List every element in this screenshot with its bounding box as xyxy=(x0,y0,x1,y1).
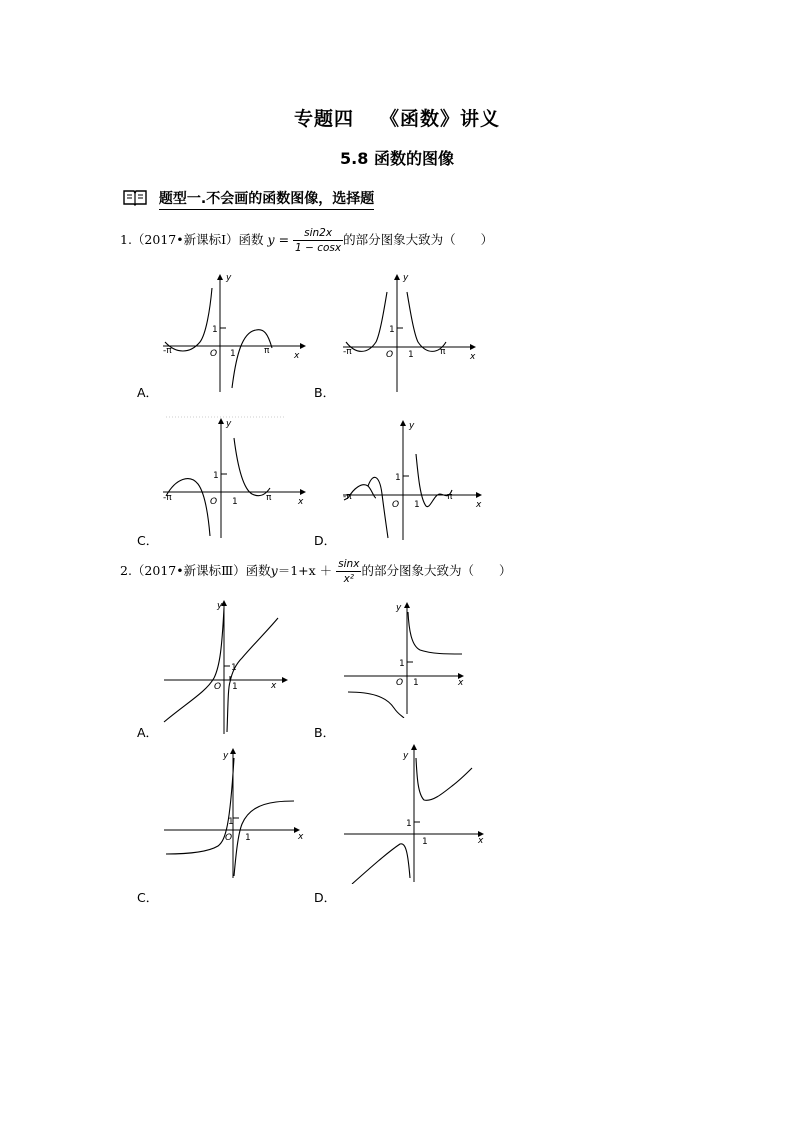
q2-denominator: x² xyxy=(336,571,361,586)
tick-pi-label: π xyxy=(447,492,453,502)
open-book-icon xyxy=(122,188,148,206)
q1-graph-c xyxy=(160,412,310,542)
q2-prefix: 2.（2017•新课标Ⅲ）函数 xyxy=(120,563,271,578)
tick-one-label: 1 xyxy=(413,678,419,688)
tick-one-label: 1 xyxy=(414,500,420,510)
axis-x-label: x xyxy=(271,681,277,691)
axis-x-label: x xyxy=(470,352,476,362)
q2-option-c[interactable]: C． xyxy=(137,890,159,905)
tick-pi-label: π xyxy=(266,493,272,503)
q2-graph-d xyxy=(340,744,490,884)
axis-x-label: x xyxy=(294,351,300,361)
q2-graph-c xyxy=(160,744,310,880)
axis-x-label: x xyxy=(298,497,304,507)
origin-label: O xyxy=(392,500,400,510)
tick-pi-label: π xyxy=(440,347,446,357)
q2-option-a[interactable]: A． xyxy=(137,725,159,740)
question-1 xyxy=(120,226,493,255)
document-subtitle: 5.8 函数的图像 xyxy=(340,149,454,168)
axis-x-label: x xyxy=(298,832,304,842)
q1-y: y xyxy=(267,232,275,247)
tick-one-label: 1 xyxy=(232,497,238,507)
tick-one-label: 1 xyxy=(230,349,236,359)
q1-option-d[interactable]: D． xyxy=(314,533,337,548)
tick-one-label: 1 xyxy=(422,837,428,847)
q2-expr: ＝1+x ＋ xyxy=(277,563,333,578)
axis-y-label: y xyxy=(217,601,223,611)
axis-y-label: y xyxy=(226,273,232,283)
q1-graph-a xyxy=(160,270,310,395)
q1-suffix: 的部分图象大致为（ ） xyxy=(343,232,494,247)
tick-pi-label: π xyxy=(264,346,270,356)
origin-label: O xyxy=(210,349,218,359)
tick-neg-pi-label: -π xyxy=(163,346,172,356)
title-part-2: 《函数》讲义 xyxy=(380,108,501,130)
q2-suffix: 的部分图象大致为（ ） xyxy=(361,563,512,578)
q1-option-b[interactable]: B． xyxy=(314,385,336,400)
question-2 xyxy=(120,557,511,586)
tick-one-label: 1 xyxy=(406,819,412,829)
tick-one-label: 1 xyxy=(232,682,238,692)
tick-one-label: 1 xyxy=(399,659,405,669)
origin-label: O xyxy=(214,682,222,692)
tick-neg-pi-label: -π xyxy=(343,492,352,502)
origin-label: O xyxy=(386,350,394,360)
q1-denominator: 1 − cosx xyxy=(295,242,342,254)
origin-label: O xyxy=(396,678,404,688)
q1-eq: = xyxy=(274,232,290,247)
q2-numerator: sinx xyxy=(338,558,360,570)
tick-neg-pi-label: -π xyxy=(163,493,172,503)
tick-one-label: 1 xyxy=(231,663,237,673)
axis-y-label: y xyxy=(396,603,402,613)
q2-option-d[interactable]: D． xyxy=(314,890,337,905)
tick-one-label: 1 xyxy=(389,325,395,335)
tick-one-label: 1 xyxy=(212,325,218,335)
q1-prefix: 1.（2017•新课标Ⅰ）函数 xyxy=(120,232,264,247)
q2-graph-a xyxy=(160,596,295,736)
document-title xyxy=(0,104,794,131)
q1-graph-b xyxy=(340,270,485,395)
q1-fraction xyxy=(293,226,343,255)
q1-graph-d xyxy=(340,414,485,542)
axis-y-label: y xyxy=(403,273,409,283)
q1-option-c[interactable]: C． xyxy=(137,533,159,548)
axis-x-label: x xyxy=(476,500,482,510)
q1-option-a[interactable]: A． xyxy=(137,385,159,400)
q2-graph-b xyxy=(340,596,470,718)
axis-x-label: x xyxy=(458,678,464,688)
axis-x-label: x xyxy=(478,836,484,846)
title-part-1: 专题四 xyxy=(293,108,354,130)
axis-y-label: y xyxy=(403,751,409,761)
tick-one-label: 1 xyxy=(228,817,234,827)
tick-one-label: 1 xyxy=(245,833,251,843)
tick-one-label: 1 xyxy=(408,350,414,360)
tick-one-label: 1 xyxy=(213,471,219,481)
axis-y-label: y xyxy=(226,419,232,429)
tick-neg-pi-label: -π xyxy=(343,347,352,357)
q1-numerator: sin2x xyxy=(304,227,333,239)
axis-y-label: y xyxy=(223,751,229,761)
q2-y: y xyxy=(270,563,278,578)
origin-label: O xyxy=(210,497,218,507)
section-title: 题型一.不会画的函数图像，选择题 xyxy=(159,191,374,210)
q2-fraction xyxy=(336,557,361,586)
q2-option-b[interactable]: B． xyxy=(314,725,336,740)
origin-label: O xyxy=(225,833,233,843)
axis-y-label: y xyxy=(409,421,415,431)
section-heading xyxy=(122,188,374,208)
tick-one-label: 1 xyxy=(395,473,401,483)
